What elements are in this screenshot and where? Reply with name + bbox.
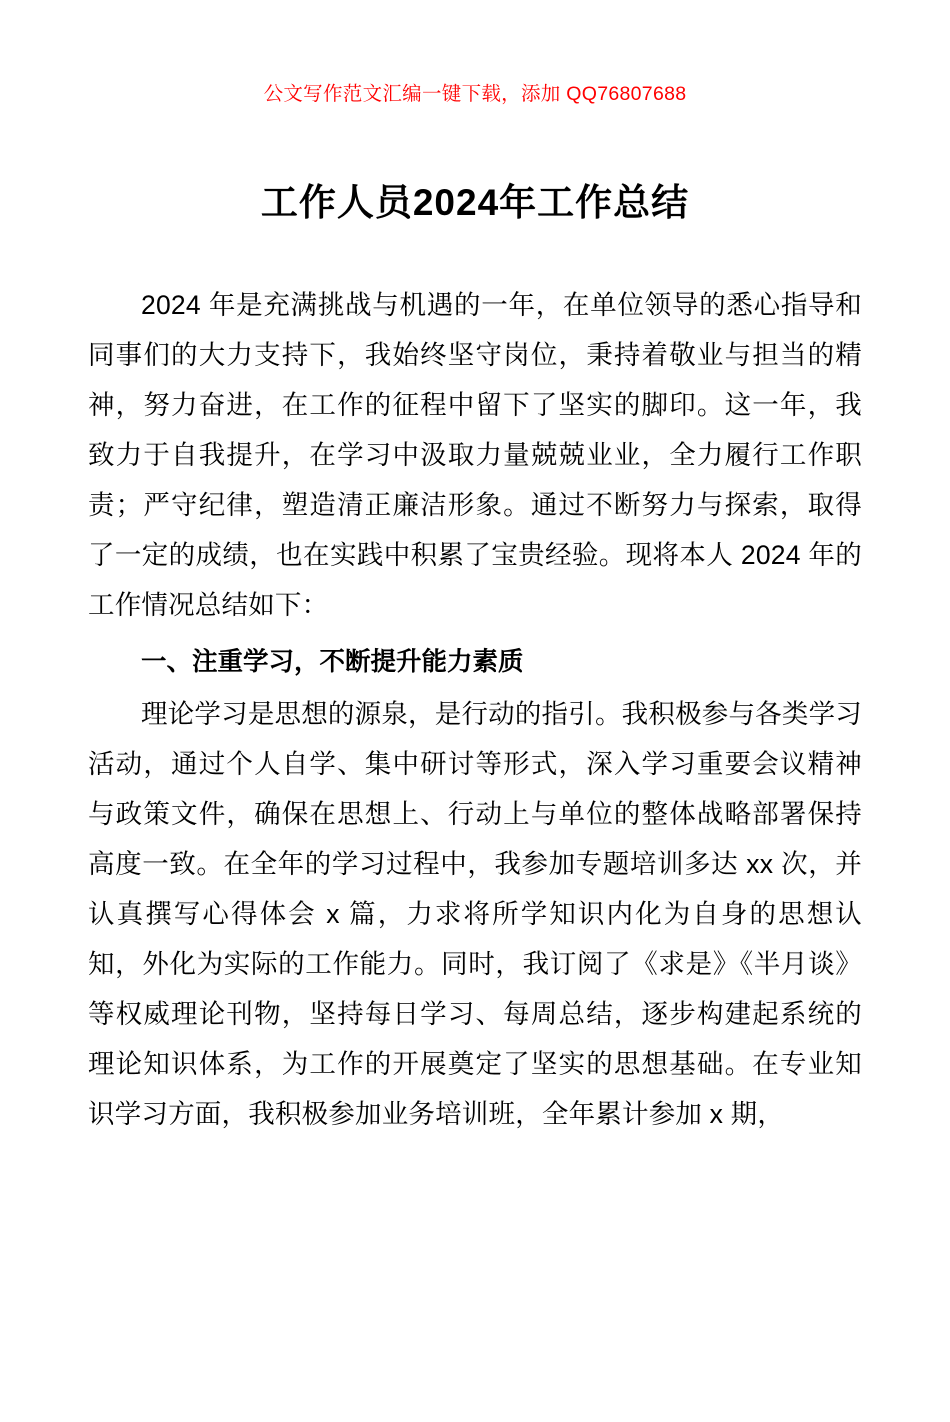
paragraph-intro: 2024 年是充满挑战与机遇的一年，在单位领导的悉心指导和同事们的大力支持下，我始终坚守岗位，秉持着敬业与担当的精神，努力奋进，在工作的征程中留下了坚实的脚印。这一年，我致力于自我提升，在学习中汲取力量兢兢业业，全力履行工作职责；严守纪律，塑造清正廉洁形象。通过不断努力与探索，取得了一定的成绩，也在实践中积累了宝贵经验。现将本人 2024 年的工作情况总结如下： [88, 290, 862, 620]
paragraph-section-1-body: 理论学习是思想的源泉，是行动的指引。我积极参与各类学习活动，通过个人自学、集中研讨等形式，深入学习重要会议精神与政策文件，确保在思想上、行动上与单位的整体战略部署保持高度一致。在全年的学习过程中，我参加专题培训多达 xx 次，并认真撰写心得体会 x 篇，力求将所学知识内化为自身的思想认知，外化为实际的工作能力。同时，我订阅了《求是》《半月谈》等权威理论刊物，坚持每日学习、每周总结，逐步构建起系统的理论知识体系，为工作的开展奠定了坚实的思想基础。在专业知识学习方面，我积极参加业务培训班，全年累计参加 x 期， [88, 699, 862, 1129]
document-page [0, 78, 950, 1422]
page-title: 工作人员2024年工作总结 [260, 182, 690, 223]
watermark-banner: 公文写作范文汇编一键下载，添加 QQ76807688 [263, 83, 687, 105]
document-body [88, 280, 862, 1139]
section-heading-1: 一、注重学习，不断提升能力素质 [141, 648, 524, 676]
